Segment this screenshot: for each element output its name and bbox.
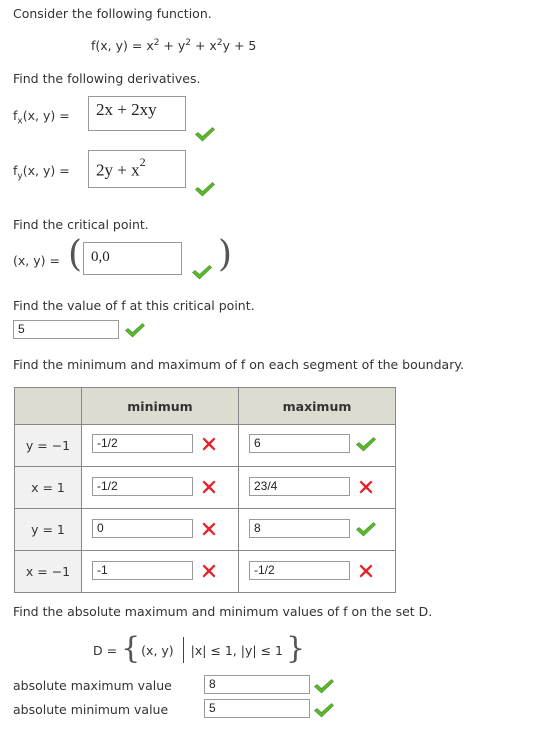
- set-separator: [183, 637, 184, 663]
- incorrect-x-icon: [359, 480, 373, 494]
- boundary-table: [14, 387, 396, 593]
- fy-label: [13, 163, 70, 182]
- correct-check-icon: [355, 521, 377, 537]
- fx-correct-check-icon: [194, 126, 216, 142]
- abs-max-input[interactable]: 8: [204, 675, 310, 694]
- min-input[interactable]: -1: [92, 561, 193, 580]
- max-input[interactable]: 6: [249, 434, 350, 453]
- set-inner-left: (x, y): [141, 642, 174, 658]
- set-definition: [93, 630, 305, 670]
- left-paren: (: [68, 234, 83, 275]
- value-at-critical-prompt: Find the value of f at this critical point.: [13, 298, 255, 313]
- abs-min-label: absolute minimum value: [13, 702, 169, 717]
- fx-answer-box[interactable]: [88, 96, 186, 131]
- max-cell: [239, 425, 396, 467]
- min-input[interactable]: -1/2: [92, 477, 193, 496]
- fx-answer: 2x + 2xy: [96, 100, 157, 119]
- fx-label-f: f: [13, 108, 18, 123]
- fy-answer-box[interactable]: [88, 150, 186, 188]
- header-maximum: maximum: [239, 388, 396, 425]
- exponent: 2: [216, 38, 223, 48]
- function-part: y + 5: [222, 38, 257, 54]
- incorrect-x-icon: [202, 437, 216, 451]
- fy-correct-check-icon: [194, 181, 216, 197]
- fy-label-subscript: y: [17, 171, 23, 182]
- fx-label-subscript: x: [17, 116, 23, 127]
- incorrect-x-icon: [359, 564, 373, 578]
- min-cell: [82, 467, 239, 509]
- abs-max-check-icon: [313, 678, 335, 694]
- max-cell: [239, 551, 396, 593]
- min-cell: [82, 551, 239, 593]
- incorrect-x-icon: [202, 522, 216, 536]
- table-row: [15, 467, 396, 509]
- function-part: + x: [191, 38, 217, 54]
- fx-label-rest: (x, y) =: [22, 108, 70, 123]
- critical-point-input[interactable]: [83, 242, 182, 275]
- max-cell: [239, 509, 396, 551]
- header-blank: [15, 388, 82, 425]
- table-row: [15, 551, 396, 593]
- absolute-prompt: Find the absolute maximum and minimum values of f on the set D.: [13, 604, 433, 619]
- critical-point-label: (x, y) =: [13, 253, 60, 268]
- exponent: 2: [185, 38, 192, 48]
- intro-text: Consider the following function.: [13, 6, 212, 21]
- right-paren: ): [218, 234, 233, 275]
- function-part: + y: [159, 38, 186, 54]
- segment-label: y = −1: [15, 425, 82, 467]
- min-input[interactable]: 0: [92, 519, 193, 538]
- segment-label: y = 1: [15, 509, 82, 551]
- header-minimum: minimum: [82, 388, 239, 425]
- incorrect-x-icon: [202, 564, 216, 578]
- fy-label-rest: (x, y) =: [22, 163, 70, 178]
- exponent: 2: [153, 38, 160, 48]
- segment-label: x = 1: [15, 467, 82, 509]
- max-input[interactable]: -1/2: [249, 561, 350, 580]
- boundary-prompt: Find the minimum and maximum of f on each segment of the boundary.: [13, 357, 464, 372]
- abs-min-input[interactable]: 5: [204, 699, 310, 718]
- table-header-row: [15, 388, 396, 425]
- function-definition: [91, 38, 256, 53]
- value-at-critical-input[interactable]: 5: [13, 320, 119, 339]
- correct-check-icon: [355, 436, 377, 452]
- segment-label: x = −1: [15, 551, 82, 593]
- function-part: f(x, y) = x: [91, 38, 154, 54]
- max-input[interactable]: 23/4: [249, 477, 350, 496]
- fx-label: [13, 108, 70, 127]
- critical-point-prompt: Find the critical point.: [13, 217, 149, 232]
- abs-max-label: absolute maximum value: [13, 678, 172, 693]
- min-input[interactable]: -1/2: [92, 434, 193, 453]
- fy-answer-exponent: 2: [139, 155, 146, 169]
- max-cell: [239, 467, 396, 509]
- critical-point-value: 0,0: [91, 249, 110, 265]
- derivatives-prompt: Find the following derivatives.: [13, 71, 201, 86]
- min-cell: [82, 425, 239, 467]
- fy-answer: 2y + x: [96, 160, 140, 180]
- value-check-icon: [124, 322, 146, 338]
- incorrect-x-icon: [202, 480, 216, 494]
- max-input[interactable]: 8: [249, 519, 350, 538]
- set-inner-right: |x| ≤ 1, |y| ≤ 1: [190, 642, 284, 658]
- table-row: [15, 509, 396, 551]
- fy-label-f: f: [13, 163, 18, 178]
- min-cell: [82, 509, 239, 551]
- set-lhs: D =: [93, 642, 118, 658]
- left-brace: {: [121, 630, 141, 666]
- right-brace: }: [286, 630, 306, 666]
- critical-point-check-icon: [191, 264, 213, 280]
- abs-min-check-icon: [313, 702, 335, 718]
- table-row: [15, 425, 396, 467]
